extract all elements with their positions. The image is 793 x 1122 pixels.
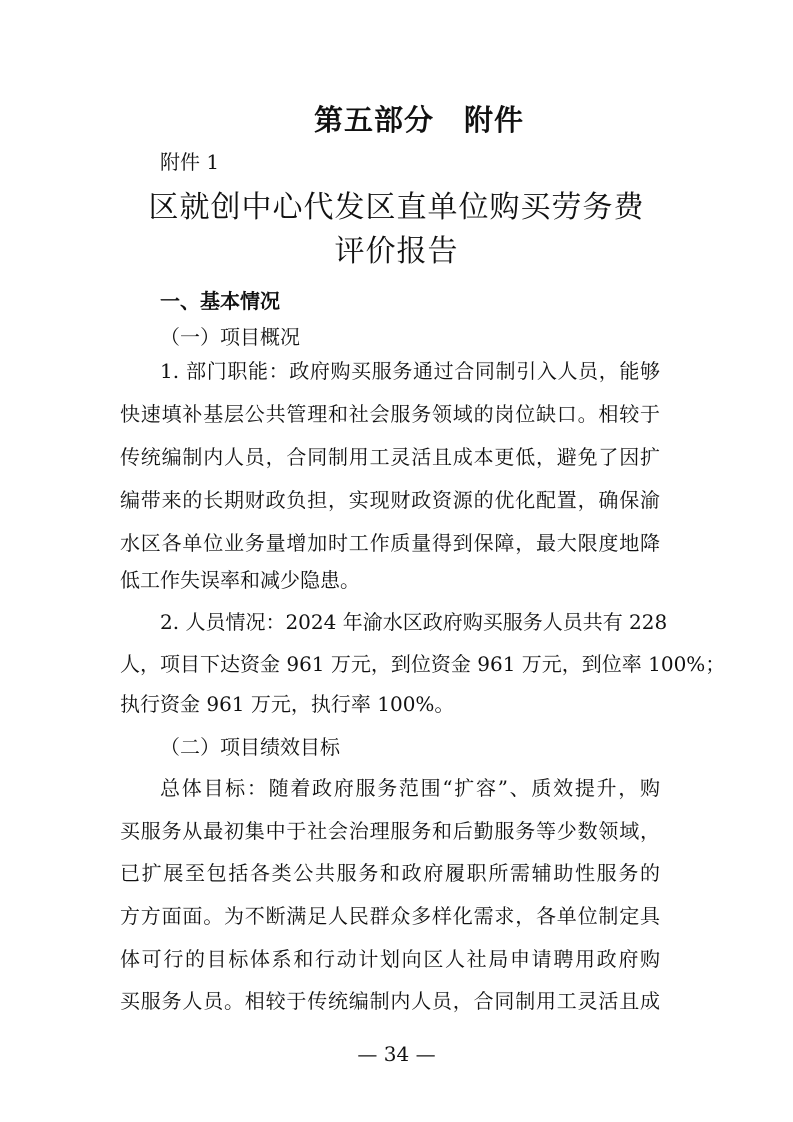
paragraph-line: 传统编制内人员，合同制用工灵活且成本更低，避免了因扩	[120, 445, 660, 469]
paragraph-line: 买服务人员。相较于传统编制内人员，合同制用工灵活且成	[120, 989, 660, 1013]
paragraph-line: 快速填补基层公共管理和社会服务领域的岗位缺口。相较于	[120, 402, 660, 426]
paragraph-line: 已扩展至包括各类公共服务和政府履职所需辅助性服务的	[120, 861, 660, 885]
attachment-label: 附件 1	[160, 150, 220, 174]
part-title: 第五部分 附件	[313, 103, 524, 137]
paragraph-line: 2. 人员情况：2024 年渝水区政府购买服务人员共有 228	[160, 610, 668, 634]
paragraph-line: 总体目标：随着政府服务范围“扩容”、质效提升，购	[160, 776, 660, 800]
paragraph-line: 方方面面。为不断满足人民群众多样化需求，各单位制定具	[120, 904, 660, 928]
paragraph-line: 执行资金 961 万元，执行率 100%。	[120, 692, 455, 716]
paragraph-line: 低工作失误率和减少隐患。	[120, 568, 360, 592]
paragraph-line: 水区各单位业务量增加时工作质量得到保障，最大限度地降	[120, 531, 660, 555]
paragraph-line: 买服务从最初集中于社会治理服务和后勤服务等少数领域，	[120, 819, 660, 843]
paragraph-line: 体可行的目标体系和行动计划向区人社局申请聘用政府购	[120, 947, 660, 971]
report-title-line-2: 评价报告	[334, 234, 459, 269]
page-number: — 34 —	[357, 1042, 436, 1066]
subsection-heading-overview: （一）项目概况	[160, 325, 300, 349]
report-title-line-1: 区就创中心代发区直单位购买劳务费	[148, 190, 645, 225]
paragraph-line: 1. 部门职能：政府购买服务通过合同制引入人员，能够	[160, 359, 660, 383]
paragraph-line: 人，项目下达资金 961 万元，到位资金 961 万元，到位率 100%；	[120, 652, 726, 676]
section-heading-basic-info: 一、基本情况	[160, 289, 280, 313]
subsection-heading-performance-goals: （二）项目绩效目标	[160, 735, 340, 759]
paragraph-line: 编带来的长期财政负担，实现财政资源的优化配置，确保渝	[120, 488, 660, 512]
